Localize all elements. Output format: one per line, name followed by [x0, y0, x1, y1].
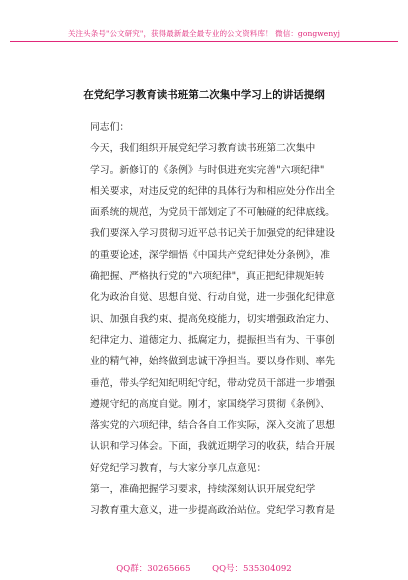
- body-line: 面系统的规范，为党员干部划定了不可触碰的纪律底线。: [90, 207, 335, 219]
- body-line: 业的精气神，始终做到忠诚干净担当。要以身作则、率先: [90, 356, 335, 368]
- body-line: 化为政治自觉、思想自觉、行动自觉，进一步强化纪律意: [90, 292, 335, 304]
- body-line: 遵规守纪的高度自觉。刚才，家国绕学习贯彻《条例》、: [90, 398, 331, 410]
- header-promo-text: 关注头条号"公文研究"，获得最新最全最专业的公文资料库！ 微信：gongwenyj: [67, 29, 341, 38]
- body-line: 习教育重大意义，进一步提高政治站位。党纪学习教育是: [90, 505, 335, 517]
- page-footer: [0, 556, 408, 574]
- body-line: 今天，我们组织开展党纪学习教育读书班第二次集中: [90, 143, 316, 155]
- body-line: 第一，准确把握学习要求，持续深刻认识开展党纪学: [90, 484, 316, 496]
- page-header: [0, 0, 408, 48]
- body-line: 落实党的六项纪律，结合各自工作实际，深入交流了思想: [90, 420, 335, 432]
- body-line: 好党纪学习教育，与大家分享几点意见：: [90, 462, 267, 474]
- body-line: 学习。新修订的《条例》与时俱进充实完善"六项纪律": [90, 164, 325, 176]
- header-divider: [10, 41, 398, 42]
- body-line: 相关要求，对违反党的纪律的具体行为和相应处分作出全: [90, 185, 335, 197]
- body-line: 识、加强自我约束、提高免疫能力，切实增强政治定力、: [90, 313, 335, 325]
- body-line: 我们要深入学习贯彻习近平总书记关于加强党的纪律建设: [90, 228, 335, 240]
- body-line: 同志们：: [90, 122, 130, 133]
- body-line: 确把握、严格执行党的"六项纪律"，真正把纪律规矩转: [90, 271, 325, 283]
- document-title: 在党纪学习教育读书班第二次集中学习上的讲话提纲: [83, 89, 325, 101]
- document-body: [90, 117, 350, 522]
- body-line: 垂范，带头学纪知纪明纪守纪，带动党员干部进一步增强: [90, 377, 335, 389]
- body-line: 认识和学习体会。下面，我就近期学习的收获，结合开展: [90, 441, 335, 453]
- footer-contact-text: QQ群：30265665 QQ号：535304092: [116, 564, 292, 574]
- body-line: 纪律定力、道德定力、抵腐定力，提振担当有为、干事创: [90, 334, 335, 346]
- body-line: 的重要论述，深学细悟《中国共产党纪律处分条例》，准: [90, 249, 331, 261]
